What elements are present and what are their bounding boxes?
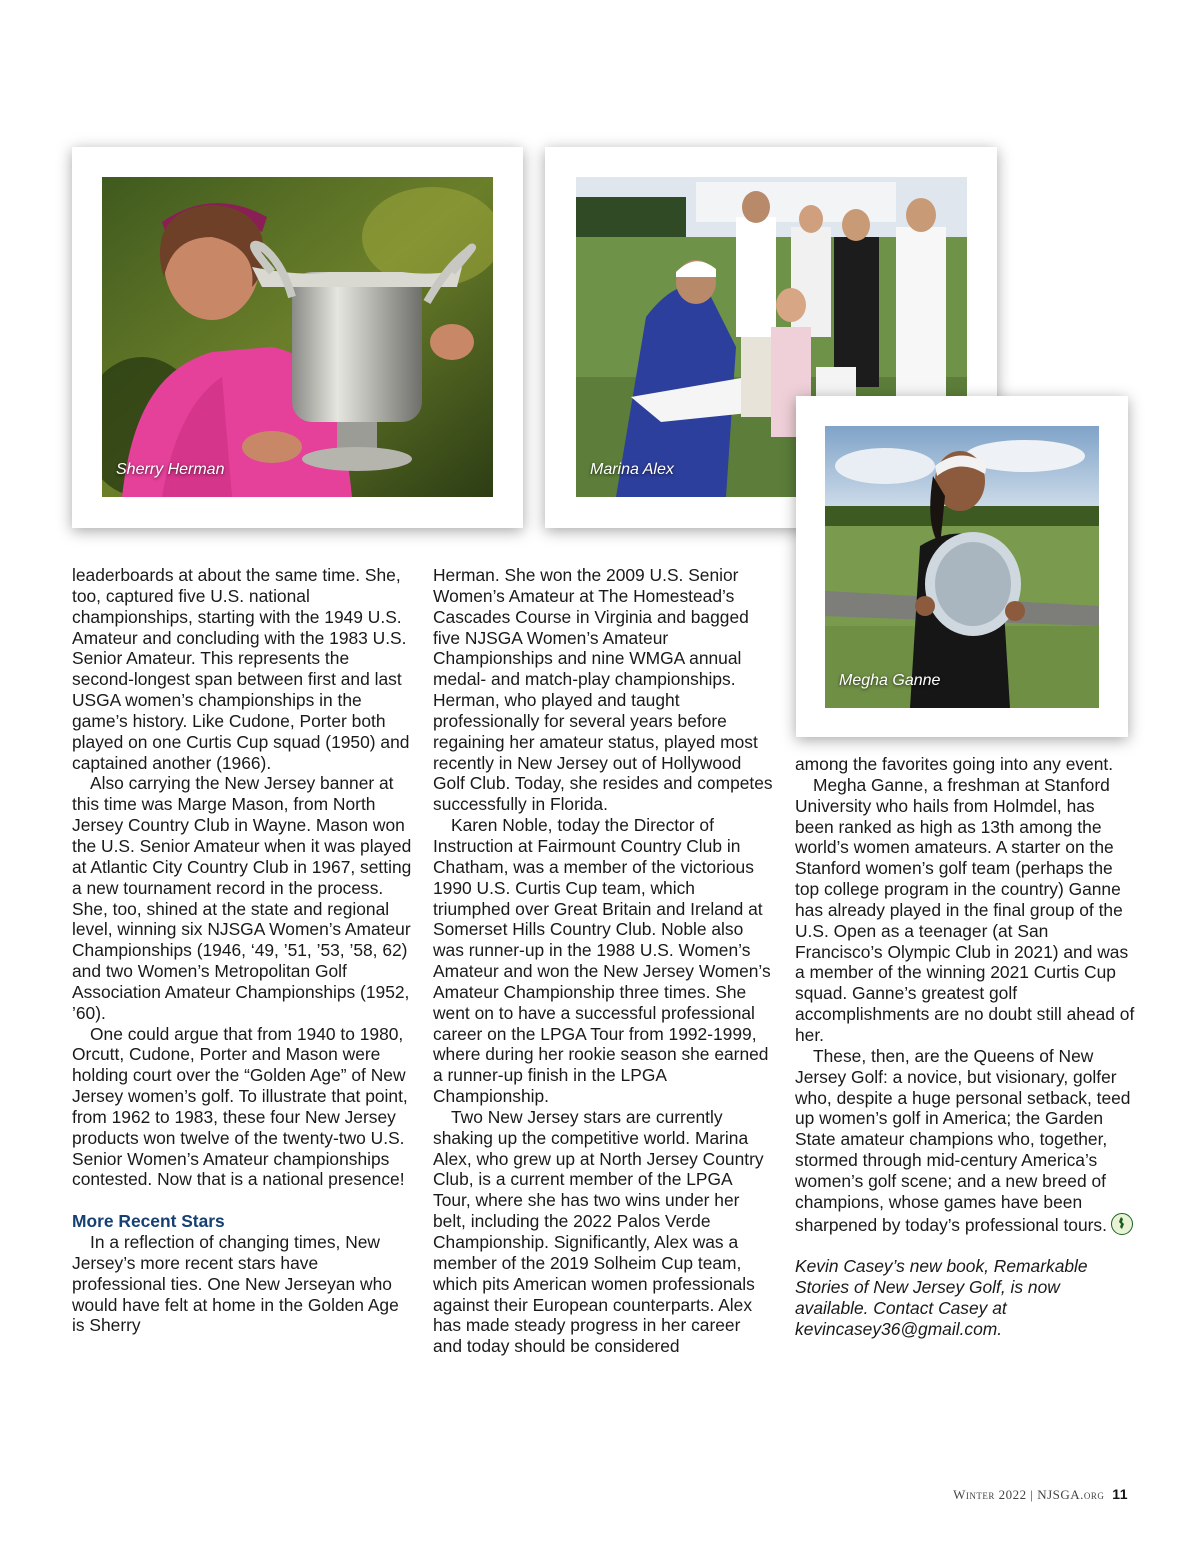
paragraph: among the favorites going into any event. [795, 754, 1114, 774]
footer-issue: Winter 2022 [953, 1487, 1027, 1502]
footer-site: NJSGA.org [1037, 1487, 1105, 1502]
author-byline: Kevin Casey’s new book, Remarkable Stories of New Jersey Golf, is now available. Contact Casey at kevincasey36@gmail.com. [795, 1256, 1088, 1339]
paragraph [795, 1046, 1135, 1236]
paragraph: In a reflection of changing times, New Jersey’s more recent stars have professional ties. One New Jerseyan who would have felt at home in the Golden Age is Sherry [72, 1232, 399, 1336]
section-subhead: More Recent Stars [72, 1211, 225, 1232]
page-number: 11 [1112, 1486, 1128, 1502]
footer-separator: | [1030, 1487, 1034, 1502]
paragraph: Also carrying the New Jersey banner at this time was Marge Mason, from North Jersey Country Club in Wayne. Mason won the U.S. Senior Amateur when it was played at Atlantic City Country Club in 1967, setting a new tournament record in the process. She, too, shined at the state and regional level, winning six NJSGA Women’s Amateur Championships (1946, ‘49, ’51, ’53, ’58, 62) and two Women’s Metropolitan Golf Association Amateur Championships (1952, ’60). [72, 773, 412, 1023]
paragraph: Herman. She won the 2009 U.S. Senior Women’s Amateur at The Homestead’s Cascades Course in Virginia and bagged five NJSGA Women’s Amateur Championships and nine WMGA annual medal- and match-play championships. Herman, who played and taught professionally for several years before regaining her amateur status, played most recently in New Jersey out of Hollywood Golf Club. Today, she resides and competes successfully in Florida. [433, 565, 773, 815]
photo-caption: Sherry Herman [116, 461, 225, 478]
page-footer [953, 1486, 1128, 1503]
article-column-1 [72, 565, 412, 1336]
paragraph: Two New Jersey stars are currently shaking up the competitive world. Marina Alex, who grew up at North Jersey Country Club, is a current member of the LPGA Tour, where she has two wins under her belt, including the 2022 Palos Verde Championship. Significantly, Alex was a member of the 2019 Solheim Cup team, which pits American women professionals against their European counterparts. Alex has made steady progress in her career and today should be considered [433, 1106, 764, 1357]
article-column-3 [795, 754, 1135, 1340]
paragraph: One could argue that from 1940 to 1980, Orcutt, Cudone, Porter and Mason were holding court over the “Golden Age” of New Jersey women’s golf. To illustrate that point, from 1962 to 1983, these four New Jersey products won twelve of the twenty-two U.S. Senior Women’s Amateur championships contested. Now that is a national presence! [72, 1023, 408, 1190]
photo-frame-megha-ganne [796, 396, 1128, 737]
paragraph: Karen Noble, today the Director of Instruction at Fairmount Country Club in Chatham, was a member of the victorious 1990 U.S. Curtis Cup team, which triumphed over Great Britain and Ireland at Somerset Hills Country Club. Noble also was runner-up in the 1988 U.S. Women’s Amateur and won the New Jersey Women’s Amateur Championship three times. She went on to have a successful professional career on the LPGA Tour from 1992-1999, where during her rookie season she earned a runner-up finish in the LPGA Championship. [433, 815, 771, 1107]
photo-caption: Marina Alex [590, 461, 674, 478]
article-column-2 [433, 565, 773, 1357]
photo-frame-sherry-herman [72, 147, 523, 528]
paragraph-text: These, then, are the Queens of New Jersey Golf: a novice, but visionary, golfer who, despite a huge personal setback, teed up women’s golf in America; the Garden State amateur champions who, together, stormed through mid-century America’s women’s golf scene; and a new breed of champions, whose games have been sharpened by today’s professional tours. [795, 1045, 1131, 1235]
photo-megha-ganne [825, 426, 1099, 708]
paragraph: leaderboards at about the same time. She, too, captured five U.S. national championships, starting with the 1949 U.S. Amateur and concluding with the 1983 U.S. Senior Amateur. This represents the second-longest span between first and last USGA women’s championships in the game’s history. Like Cudone, Porter both played on one Curtis Cup squad (1950) and captained another (1966). [72, 565, 410, 773]
paragraph: Megha Ganne, a freshman at Stanford University who hails from Holmdel, has been ranked as high as 13th among the world’s women amateurs. A starter on the Stanford women’s golf team (perhaps the top college program in the country) Ganne has already played in the final group of the U.S. Open as a teenager (at San Francisco’s Olympic Club in 2021) and was a member of the winning 2021 Curtis Cup squad. Ganne’s greatest golf accomplishments are no doubt still ahead of her. [795, 774, 1135, 1045]
photo-caption: Megha Ganne [839, 672, 941, 689]
photo-sherry-herman [102, 177, 493, 497]
njsga-end-mark-icon [1111, 1213, 1133, 1235]
